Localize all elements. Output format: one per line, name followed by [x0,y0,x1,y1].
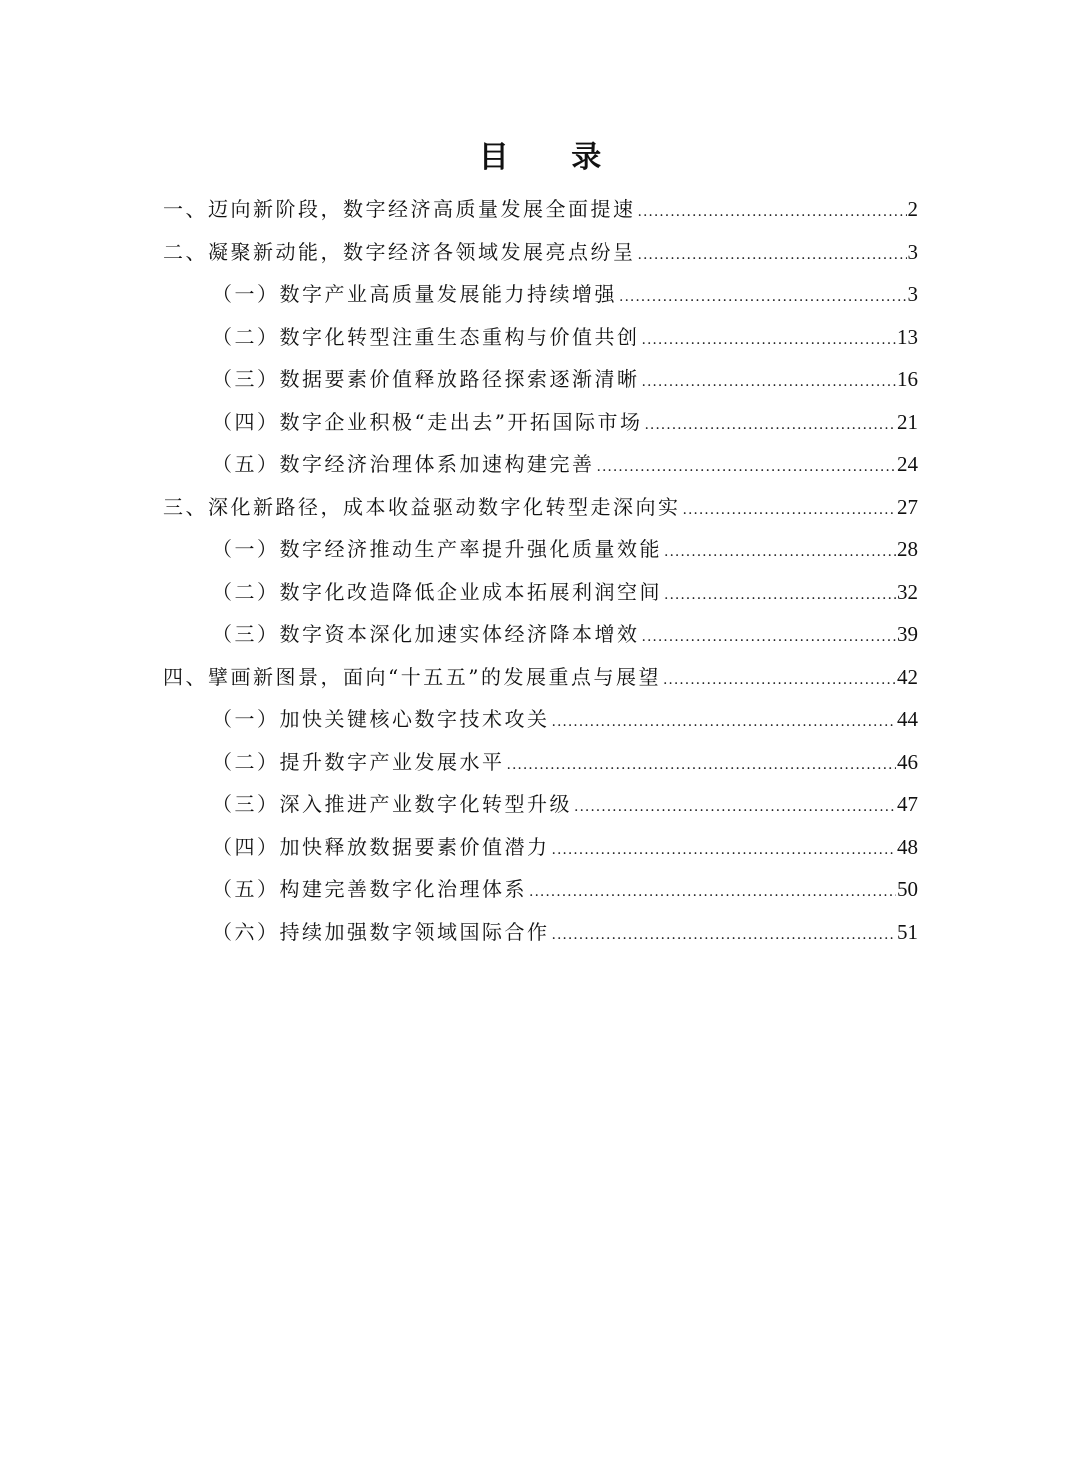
toc-entry-text: （五）数字经济治理体系加速构建完善 [212,452,595,476]
toc-dot-leader [663,659,896,702]
toc-entry-text: （三）数字资本深化加速实体经济降本增效 [212,622,640,646]
toc-entry-text: （二）数字化改造降低企业成本拓展利润空间 [212,579,662,604]
toc-entry-text: （二）提升数字产业发展水平 [212,749,505,774]
toc-page-number: 27 [897,494,918,519]
toc-page-number: 42 [897,664,918,689]
toc-entry-text: （二）数字化转型注重生态重构与价值共创 [212,324,640,349]
toc-page-number: 39 [897,622,918,646]
toc-entry-text: 二、凝聚新动能，数字经济各领域发展亮点纷呈 [163,239,636,264]
toc-entry[interactable] [163,528,918,571]
toc-entry[interactable] [163,826,918,869]
toc-dot-leader [664,574,896,617]
toc-entry[interactable] [163,316,918,359]
toc-dot-leader [552,701,897,744]
toc-entry-text: 三、深化新路径，成本收益驱动数字化转型走深向实 [163,494,681,519]
toc-dot-leader [642,616,897,659]
toc-dot-leader [638,234,907,277]
toc-dot-leader [597,446,897,489]
toc-entry-text: （四）数字企业积极“走出去”开拓国际市场 [212,409,643,434]
toc-page-number: 48 [897,834,918,859]
toc-page-number: 44 [897,707,918,731]
toc-dot-leader [507,744,897,787]
toc-entry-text: （五）构建完善数字化治理体系 [212,877,527,901]
toc-entry[interactable] [163,188,918,231]
toc-entry-text: （六）持续加强数字领域国际合作 [212,919,550,944]
toc-dot-leader [529,871,896,914]
toc-page-number: 51 [897,919,918,944]
toc-entry-text: （三）数据要素价值释放路径探索逐渐清晰 [212,367,640,391]
toc-dot-leader [638,191,907,234]
toc-page-number: 16 [897,367,918,391]
toc-dot-leader [642,319,897,362]
toc-dot-leader [552,914,897,957]
toc-dot-leader [644,404,896,447]
toc-dot-leader [683,489,897,532]
toc-page-number: 2 [907,197,918,221]
toc-dot-leader [619,276,907,319]
toc-entry[interactable] [163,486,918,529]
toc-page-number: 46 [897,749,918,774]
toc-entry[interactable] [163,358,918,401]
toc-dot-leader [552,829,897,872]
toc-entry[interactable] [163,231,918,274]
toc-entry[interactable] [163,868,918,911]
toc-entry-text: （四）加快释放数据要素价值潜力 [212,834,550,859]
toc-entry[interactable] [163,613,918,656]
toc-page-number: 3 [907,282,918,306]
toc-entry[interactable] [163,273,918,316]
toc-dot-leader [664,531,896,574]
toc-page-number: 32 [897,579,918,604]
toc-entry-text: （一）加快关键核心数字技术攻关 [212,707,550,731]
toc-entry[interactable] [163,571,918,614]
toc-entry-text: （一）数字产业高质量发展能力持续增强 [212,282,617,306]
page-title: 目 录 [478,140,628,175]
toc-entry[interactable] [163,401,918,444]
toc-page-number: 50 [897,877,918,901]
toc-entry-text: （一）数字经济推动生产率提升强化质量效能 [212,537,662,561]
toc-entry[interactable] [163,783,918,826]
toc-entry-text: 一、迈向新阶段，数字经济高质量发展全面提速 [163,197,636,221]
toc-dot-leader [574,786,896,829]
toc-page-number: 13 [897,324,918,349]
toc-page-number: 47 [897,792,918,816]
toc-entry[interactable] [163,741,918,784]
toc-entry[interactable] [163,443,918,486]
toc-page-number: 21 [897,409,918,434]
toc-page-number: 28 [897,537,918,561]
toc-dot-leader [642,361,897,404]
toc-page-number: 24 [897,452,918,476]
toc-entry[interactable] [163,656,918,699]
toc-entry-text: （三）深入推进产业数字化转型升级 [212,792,572,816]
toc-entry[interactable] [163,911,918,954]
toc-entry[interactable] [163,698,918,741]
table-of-contents [163,188,918,953]
toc-entry-text: 四、擘画新图景，面向“十五五”的发展重点与展望 [163,664,661,689]
toc-page-number: 3 [907,239,918,264]
